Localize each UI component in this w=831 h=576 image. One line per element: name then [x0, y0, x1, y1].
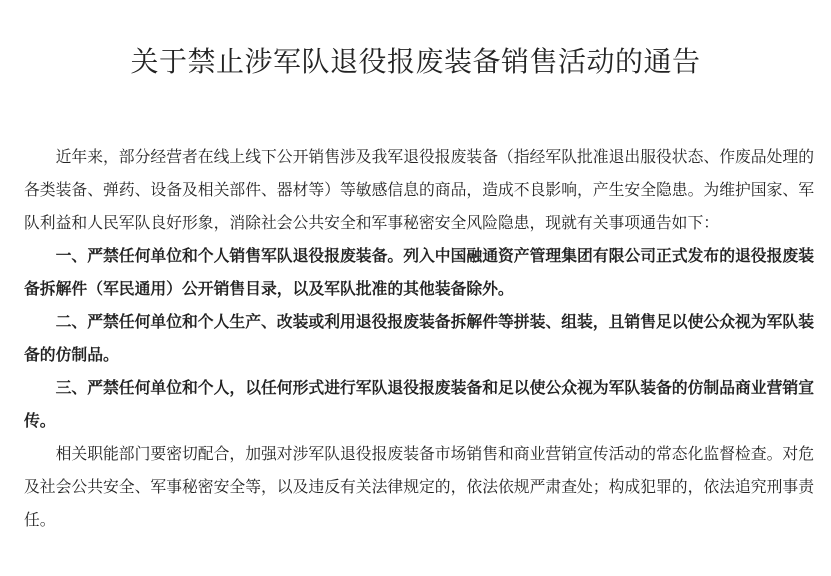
item-2-paragraph: 二、严禁任何单位和个人生产、改装或利用退役报废装备拆解件等拼装、组装，且销售足以使公众视为军队装备的仿制品。	[24, 311, 814, 364]
document-title: 关于禁止涉军队退役报废装备销售活动的通告	[130, 45, 701, 78]
closing-paragraph: 相关职能部门要密切配合，加强对涉军队退役报废装备市场销售和商业营销宣传活动的常态化监督检查。对危及社会公共安全、军事秘密安全等，以及违反有关法律规定的，依法依规严肃查处；构成犯罪的，依法追究刑事责任。	[24, 443, 814, 529]
intro-paragraph: 近年来，部分经营者在线上线下公开销售涉及我军退役报废装备（指经军队批准退出服役状态、作废品处理的各类装备、弹药、设备及相关部件、器材等）等敏感信息的商品，造成不良影响，产生安全隐患。为维护国家、军队利益和人民军队良好形象，消除社会公共安全和军事秘密安全风险隐患，现就有关事项通告如下：	[24, 146, 814, 232]
item-1-paragraph: 一、严禁任何单位和个人销售军队退役报废装备。列入中国融通资产管理集团有限公司正式发布的退役报废装备拆解件（军民通用）公开销售目录，以及军队批准的其他装备除外。	[24, 245, 814, 298]
item-3-paragraph: 三、严禁任何单位和个人，以任何形式进行军队退役报废装备和足以使公众视为军队装备的仿制品商业营销宣传。	[24, 377, 814, 430]
